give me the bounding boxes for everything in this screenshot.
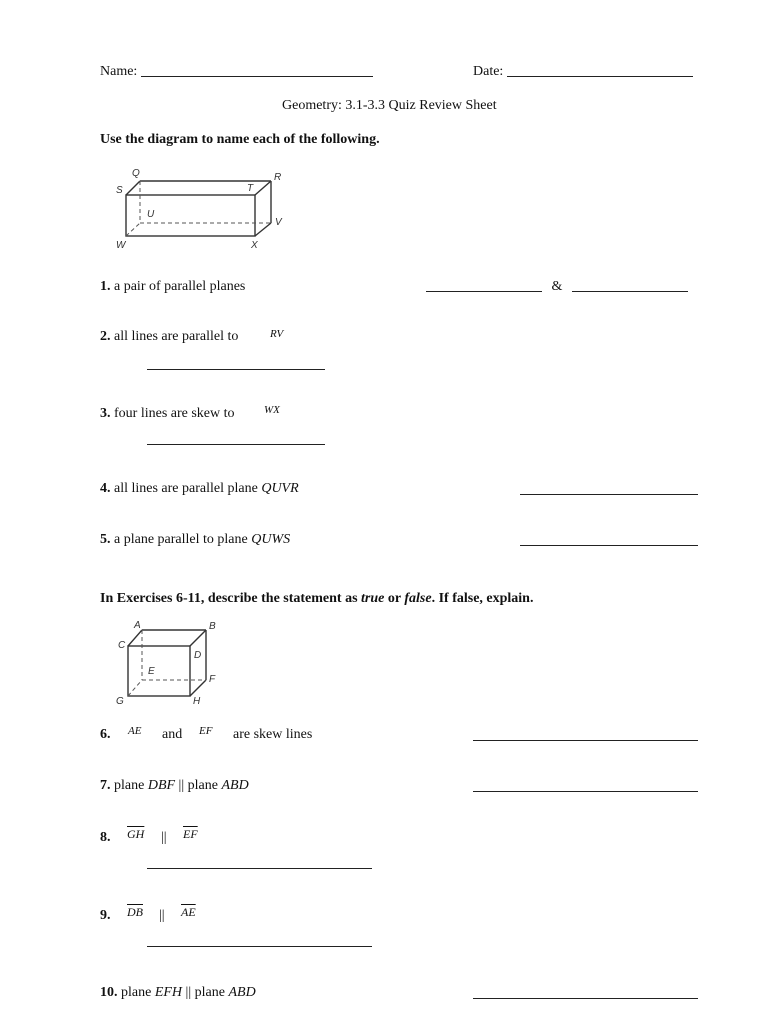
label-v: V [275,217,282,228]
label-b: B [209,621,216,632]
question-4: 4. all lines are parallel plane QUVR [100,481,299,496]
segment-ae-symbol: $\overline{AE}$ [181,905,196,919]
label-s: S [116,185,123,196]
label-x: X [251,240,258,251]
prism-diagram-2 [110,616,230,708]
line-rv-symbol: RV [270,328,284,340]
label-c: C [118,640,126,651]
date-label: Date: [473,64,504,79]
segment-db-symbol: $\overline{DB}$ [127,905,143,919]
question-6-number: 6. [100,727,111,742]
answer-9-blank[interactable] [147,946,372,947]
answer-10-blank[interactable] [473,998,698,999]
answer-6-blank[interactable] [473,740,698,741]
question-6-and: and [162,727,183,742]
segment-gh-symbol: $\overline{GH}$ [127,827,145,841]
label-q: Q [132,168,140,179]
question-10: 10. plane EFH || plane ABD [100,985,256,1000]
name-blank[interactable] [141,76,373,77]
question-3: 3. four lines are skew to [100,406,235,421]
page-title: Geometry: 3.1-3.3 Quiz Review Sheet [282,98,497,113]
label-w: W [116,240,126,251]
label-t: T [247,183,254,194]
answer-7-blank[interactable] [473,791,698,792]
answer-4-blank[interactable] [520,494,698,495]
label-d: D [194,650,202,661]
line-ae-symbol: AE [128,725,142,737]
answer-3-blank[interactable] [147,444,325,445]
question-7: 7. plane DBF || plane ABD [100,778,249,793]
answer-1a-blank[interactable] [426,291,542,292]
section2-instruction: In Exercises 6-11, describe the statement as true or false. If false, explain. [100,591,534,606]
segment-ef-symbol: $\overline{EF}$ [183,827,198,841]
question-6-text: are skew lines [233,727,313,742]
answer-2-blank[interactable] [147,369,325,370]
label-r: R [274,172,282,183]
label-a: A [134,620,141,631]
date-blank[interactable] [507,76,693,77]
question-5: 5. a plane parallel to plane QUWS [100,532,291,547]
question-9-parallel: || [159,908,165,923]
label-g: G [116,696,124,707]
question-1: 1. a pair of parallel planes [100,279,246,294]
label-h: H [193,696,201,707]
prism-diagram-1 [110,166,290,252]
question-8-parallel: || [161,830,167,845]
label-f: F [209,674,216,685]
answer-5-blank[interactable] [520,545,698,546]
line-ef-symbol: EF [199,725,213,737]
date-field [473,64,693,80]
label-e: E [148,666,155,677]
question-2: 2. all lines are parallel to [100,329,239,344]
line-wx-symbol: WX [264,404,280,416]
name-field [100,64,373,80]
name-label: Name: [100,64,138,79]
answer-8-blank[interactable] [147,868,372,869]
section1-instruction: Use the diagram to name each of the following. [100,132,380,147]
question-9-number: 9. [100,908,111,923]
question-8-number: 8. [100,830,111,845]
answer-1: & [426,279,688,295]
answer-1b-blank[interactable] [572,291,688,292]
label-u: U [147,209,155,220]
